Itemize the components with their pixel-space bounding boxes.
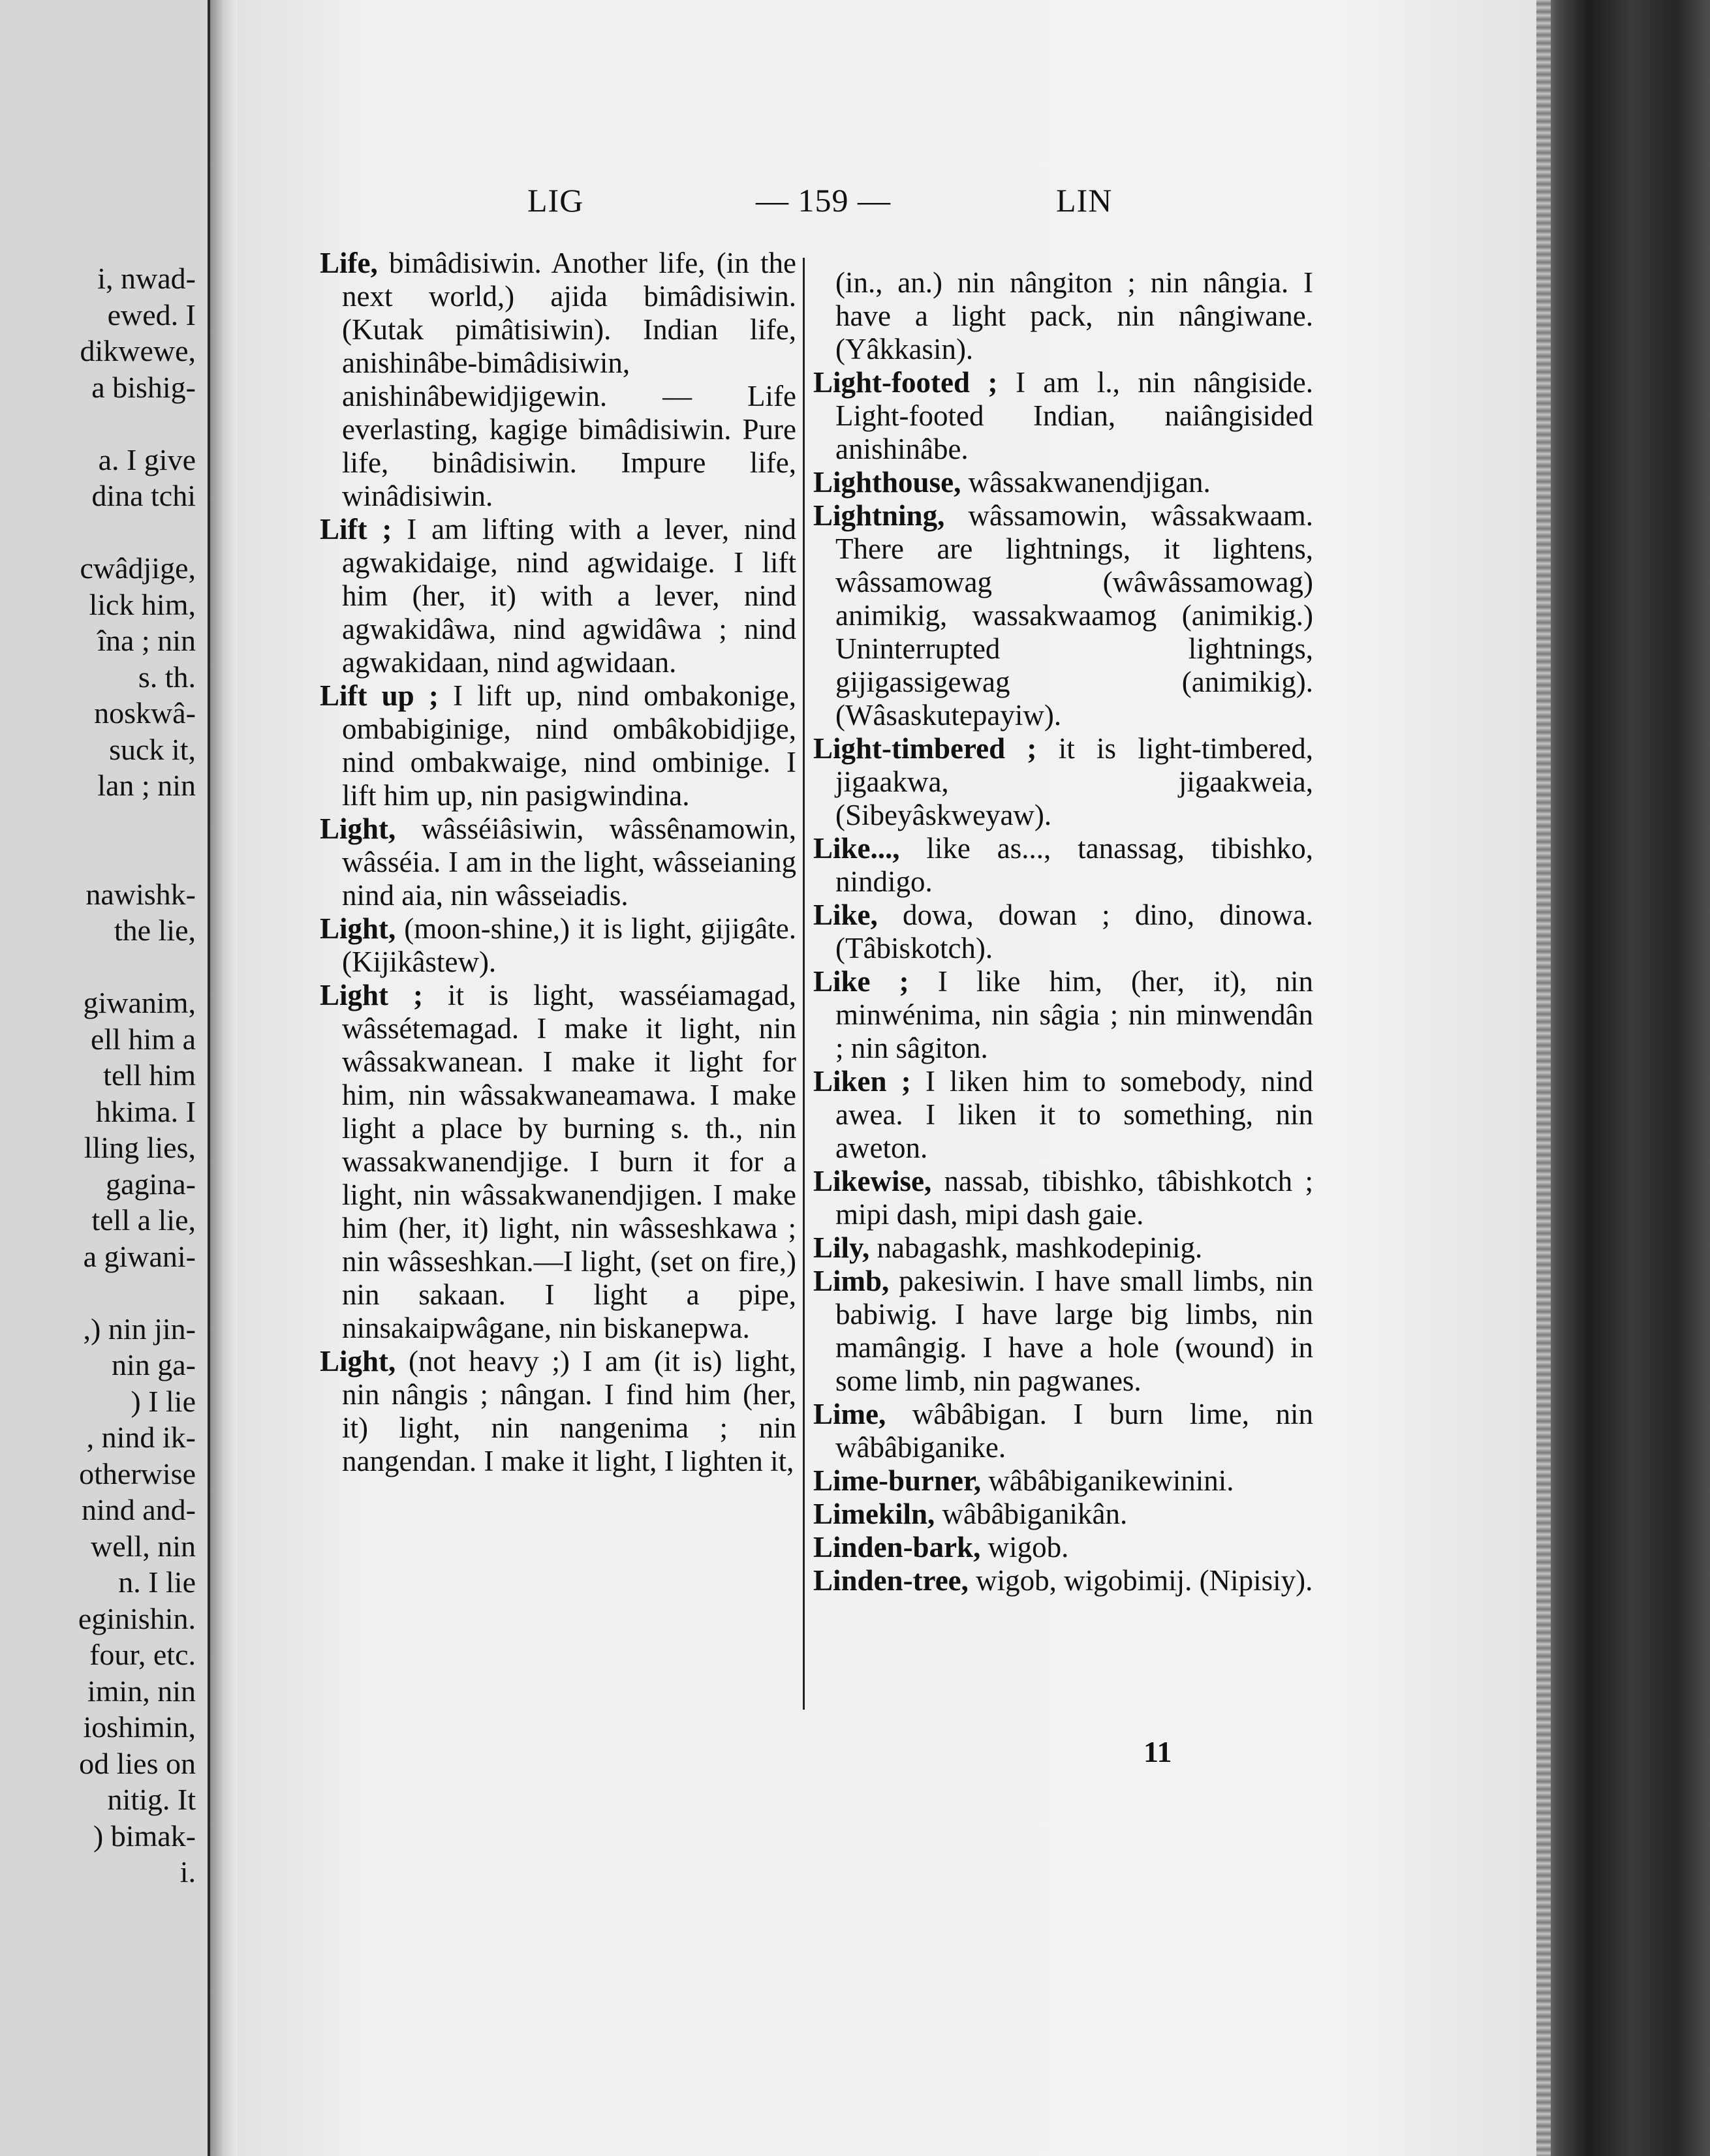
previous-page-text-fragment: od lies on — [79, 1746, 196, 1780]
right-column — [813, 266, 1313, 1597]
entry-definition: like as..., tanassag, tibishko, nindigo. — [835, 832, 1313, 898]
entry-definition: wâssamowin, wâssakwaam. There are lightnings, it lightens, wâssamowag (wâwâssamowag) animikig, wassakwaamog (animikig.) Uninterrupted lightnings, gijigassigewag (animikig). (Wâsaskutepayiw). — [835, 499, 1314, 732]
entry-definition: wâbâbiganikewinini. — [988, 1464, 1234, 1497]
dictionary-entry — [813, 1398, 1313, 1464]
previous-page-text-fragment: ) I lie — [131, 1384, 196, 1418]
entry-headword: Limekiln, — [813, 1498, 935, 1530]
previous-page-text-fragment: ioshimin, — [83, 1710, 196, 1744]
dictionary-entry — [320, 812, 796, 912]
entry-definition: it is light-timbered, jigaakwa, jigaakweia, (Sibeyâskweyaw). — [835, 732, 1314, 831]
dictionary-entry — [320, 247, 796, 513]
entry-headword: Lime, — [813, 1398, 886, 1430]
dictionary-entry — [813, 1165, 1313, 1231]
entry-definition: pakesiwin. I have small limbs, nin babiwig. I have large big limbs, nin mamângig. I have a hole (wound) in some limb, nin pagwanes. — [835, 1265, 1313, 1397]
previous-page-text-fragment: hkima. I — [95, 1094, 196, 1128]
entry-headword: Liken ; — [813, 1065, 911, 1098]
previous-page-text-fragment: dina tchi — [91, 479, 196, 512]
entry-definition: wigob. — [987, 1531, 1069, 1563]
dictionary-entry — [813, 965, 1313, 1065]
previous-page-text-fragment: a bishig- — [91, 370, 196, 404]
dictionary-entry — [813, 832, 1313, 899]
previous-page-text-fragment: dikwewe, — [80, 334, 196, 367]
previous-page-text-fragment: lick him, — [89, 587, 196, 621]
entry-headword: Light, — [320, 912, 396, 945]
dictionary-entry — [813, 1564, 1313, 1597]
entry-headword: Like, — [813, 899, 878, 931]
entry-definition: (not heavy ;) I am (it is) light, nin nângis ; nângan. I find him (her, it) light, nin nangenima ; nin nangendan. I make it light, I lighten it, — [342, 1345, 796, 1477]
dictionary-entry — [320, 979, 796, 1345]
entry-headword: Like ; — [813, 965, 909, 998]
previous-page-text-fragment: cwâdjige, — [80, 551, 196, 585]
previous-page-text-fragment: giwanim, — [83, 986, 196, 1019]
page-gutter — [210, 0, 238, 2156]
entry-headword: Like..., — [813, 832, 900, 865]
dictionary-entry — [813, 1231, 1313, 1265]
previous-page-text-fragment: a. I give — [98, 442, 196, 476]
entry-headword: Life, — [320, 247, 378, 279]
entry-definition: (moon-shine,) it is light, gijigâte. (Kijikâstew). — [342, 912, 797, 978]
previous-page-text-fragment: , nind ik- — [86, 1421, 196, 1454]
entry-definition: I liken him to somebody, nind awea. I liken it to something, nin aweton. — [835, 1065, 1314, 1164]
entry-definition: I lift up, nind ombakonige, ombabiginige, nind ombâkobidjige, nind ombakwaige, nind ombinige. I lift him up, nin pasigwindina. — [342, 679, 797, 812]
entry-definition: wigob, wigobimij. (Nipisiy). — [976, 1564, 1313, 1597]
previous-page-text-fragment: gagina- — [106, 1167, 196, 1201]
previous-page-text-fragment: nin ga- — [111, 1348, 196, 1381]
previous-page-text-fragment: ell him a — [91, 1022, 196, 1056]
entry-definition: nassab, tibishko, tâbishkotch ; mipi dash, mipi dash gaie. — [835, 1165, 1314, 1231]
dictionary-entry — [813, 1464, 1313, 1498]
entry-definition: it is light, wasséiamagad, wâssétemagad. I make it light, nin wâssakwanean. I make it light for him, nin wâssakwaneamawa. I make light a place by burning s. th., nin wassakwanendjige. I burn it for a light, nin wâssakwanendjigen. I make him (her, it) light, nin wâsseshkawa ; nin wâsseshkan.—I light, (set on fire,) nin sakaan. I light a pipe, ninsakaipwâgane, nin biskanepwa. — [342, 979, 797, 1344]
signature-mark: 11 — [1143, 1735, 1172, 1768]
previous-page-text-fragment: otherwise — [79, 1456, 196, 1490]
entry-headword: Lift up ; — [320, 679, 439, 712]
dictionary-entry — [813, 266, 1313, 366]
previous-page-text-fragment: n. I lie — [118, 1565, 196, 1599]
previous-page-text-fragment: nind and- — [81, 1493, 196, 1526]
previous-page-edge — [0, 0, 210, 2156]
entry-definition: wâsséiâsiwin, wâssênamowin, wâsséia. I am in the light, wâsseianing nind aia, nin wâsseiadis. — [342, 812, 796, 912]
previous-page-text-fragment: ) bimak- — [93, 1819, 196, 1853]
dictionary-entry — [813, 499, 1313, 732]
previous-page-text-fragment: four, etc. — [89, 1638, 196, 1671]
dictionary-entry — [813, 732, 1313, 832]
entry-definition: bimâdisiwin. Another life, (in the next world,) ajida bimâdisiwin. (Kutak pimâtisiwin). Indian life, anishinâbe-bimâdisiwin, anishinâbewidjigewin. — Life everlasting, kagige bimâdisiwin. Pure life, binâdisiwin. Impure life, winâdisiwin. — [342, 247, 797, 512]
header-right-guide-word: LIN — [1056, 182, 1113, 219]
entry-definition: I am l., nin nângiside. Light-footed Indian, naiângisided anishinâbe. — [835, 366, 1314, 465]
book-binding — [1536, 0, 1710, 2156]
previous-page-text-fragment: nawishk- — [86, 877, 196, 911]
previous-page-text-fragment: i. — [179, 1855, 196, 1888]
dictionary-entry — [320, 679, 796, 812]
entry-headword: Lily, — [813, 1231, 870, 1264]
entry-headword: Likewise, — [813, 1165, 932, 1197]
entry-headword: Light, — [320, 812, 396, 845]
entry-definition: (in., an.) nin nângiton ; nin nângia. I have a light pack, nin nângiwane. (Yâkkasin). — [835, 266, 1313, 365]
previous-page-text-fragment: eginishin. — [78, 1601, 196, 1635]
previous-page-text-fragment: lling lies, — [84, 1131, 196, 1164]
entry-definition: dowa, dowan ; dino, dinowa. (Tâbiskotch). — [835, 899, 1314, 964]
entry-definition: I am lifting with a lever, nind agwakidaige, nind agwidaige. I lift him (her, it) with a lever, nind agwakidâwa, nind agwidâwa ; nind agwakidaan, nind agwidaan. — [342, 513, 796, 679]
page-number: — 159 — — [756, 182, 891, 219]
previous-page-text-fragment: tell a lie, — [91, 1203, 196, 1237]
entry-headword: Limb, — [813, 1265, 890, 1297]
entry-definition: nabagashk, mashkodepinig. — [877, 1231, 1203, 1264]
previous-page-text-fragment: nitig. It — [107, 1783, 196, 1816]
entry-headword: Linden-tree, — [813, 1564, 969, 1597]
dictionary-entry — [813, 366, 1313, 466]
left-column — [320, 247, 796, 1478]
entry-headword: Light ; — [320, 979, 424, 1011]
dictionary-entry — [320, 513, 796, 679]
previous-page-text-fragment: s. th. — [138, 660, 196, 694]
entry-definition: I like him, (her, it), nin minwénima, nin sâgia ; nin minwendân ; nin sâgiton. — [835, 965, 1314, 1064]
entry-headword: Lightning, — [813, 499, 945, 532]
previous-page-text-fragment: tell him — [103, 1058, 196, 1092]
entry-headword: Lime-burner, — [813, 1464, 982, 1497]
column-divider — [803, 258, 805, 1710]
dictionary-entry — [813, 466, 1313, 499]
entry-definition: wâbâbiganikân. — [942, 1498, 1128, 1530]
entry-headword: Linden-bark, — [813, 1531, 981, 1563]
previous-page-text-fragment: noskwâ- — [94, 696, 196, 730]
entry-definition: wâssakwanendjigan. — [968, 466, 1211, 499]
dictionary-entry — [320, 912, 796, 979]
entry-headword: Lift ; — [320, 513, 392, 546]
dictionary-entry — [813, 1531, 1313, 1564]
dictionary-entry — [813, 899, 1313, 965]
previous-page-text-fragment: îna ; nin — [97, 624, 196, 657]
dictionary-entry — [320, 1345, 796, 1478]
previous-page-text-fragment: suck it, — [109, 732, 196, 766]
entry-headword: Light, — [320, 1345, 396, 1378]
entry-headword: Light-footed ; — [813, 366, 998, 399]
entry-headword: Lighthouse, — [813, 466, 961, 499]
previous-page-text-fragment: ,) nin jin- — [83, 1312, 196, 1346]
header-left-guide-word: LIG — [527, 182, 584, 219]
dictionary-entry — [813, 1498, 1313, 1531]
previous-page-text-fragment: lan ; nin — [97, 769, 196, 802]
dictionary-entry — [813, 1265, 1313, 1398]
previous-page-text-fragment: ewed. I — [107, 298, 196, 331]
previous-page-text-fragment: i, nwad- — [97, 262, 196, 295]
previous-page-text-fragment: a giwani- — [83, 1239, 196, 1273]
dictionary-entry — [813, 1065, 1313, 1165]
previous-page-text-fragment: imin, nin — [87, 1674, 196, 1708]
entry-definition: wâbâbigan. I burn lime, nin wâbâbiganike. — [835, 1398, 1314, 1464]
entry-headword: Light-timbered ; — [813, 732, 1037, 765]
previous-page-text-fragment: the lie, — [114, 914, 196, 947]
previous-page-text-fragment: well, nin — [91, 1529, 196, 1563]
